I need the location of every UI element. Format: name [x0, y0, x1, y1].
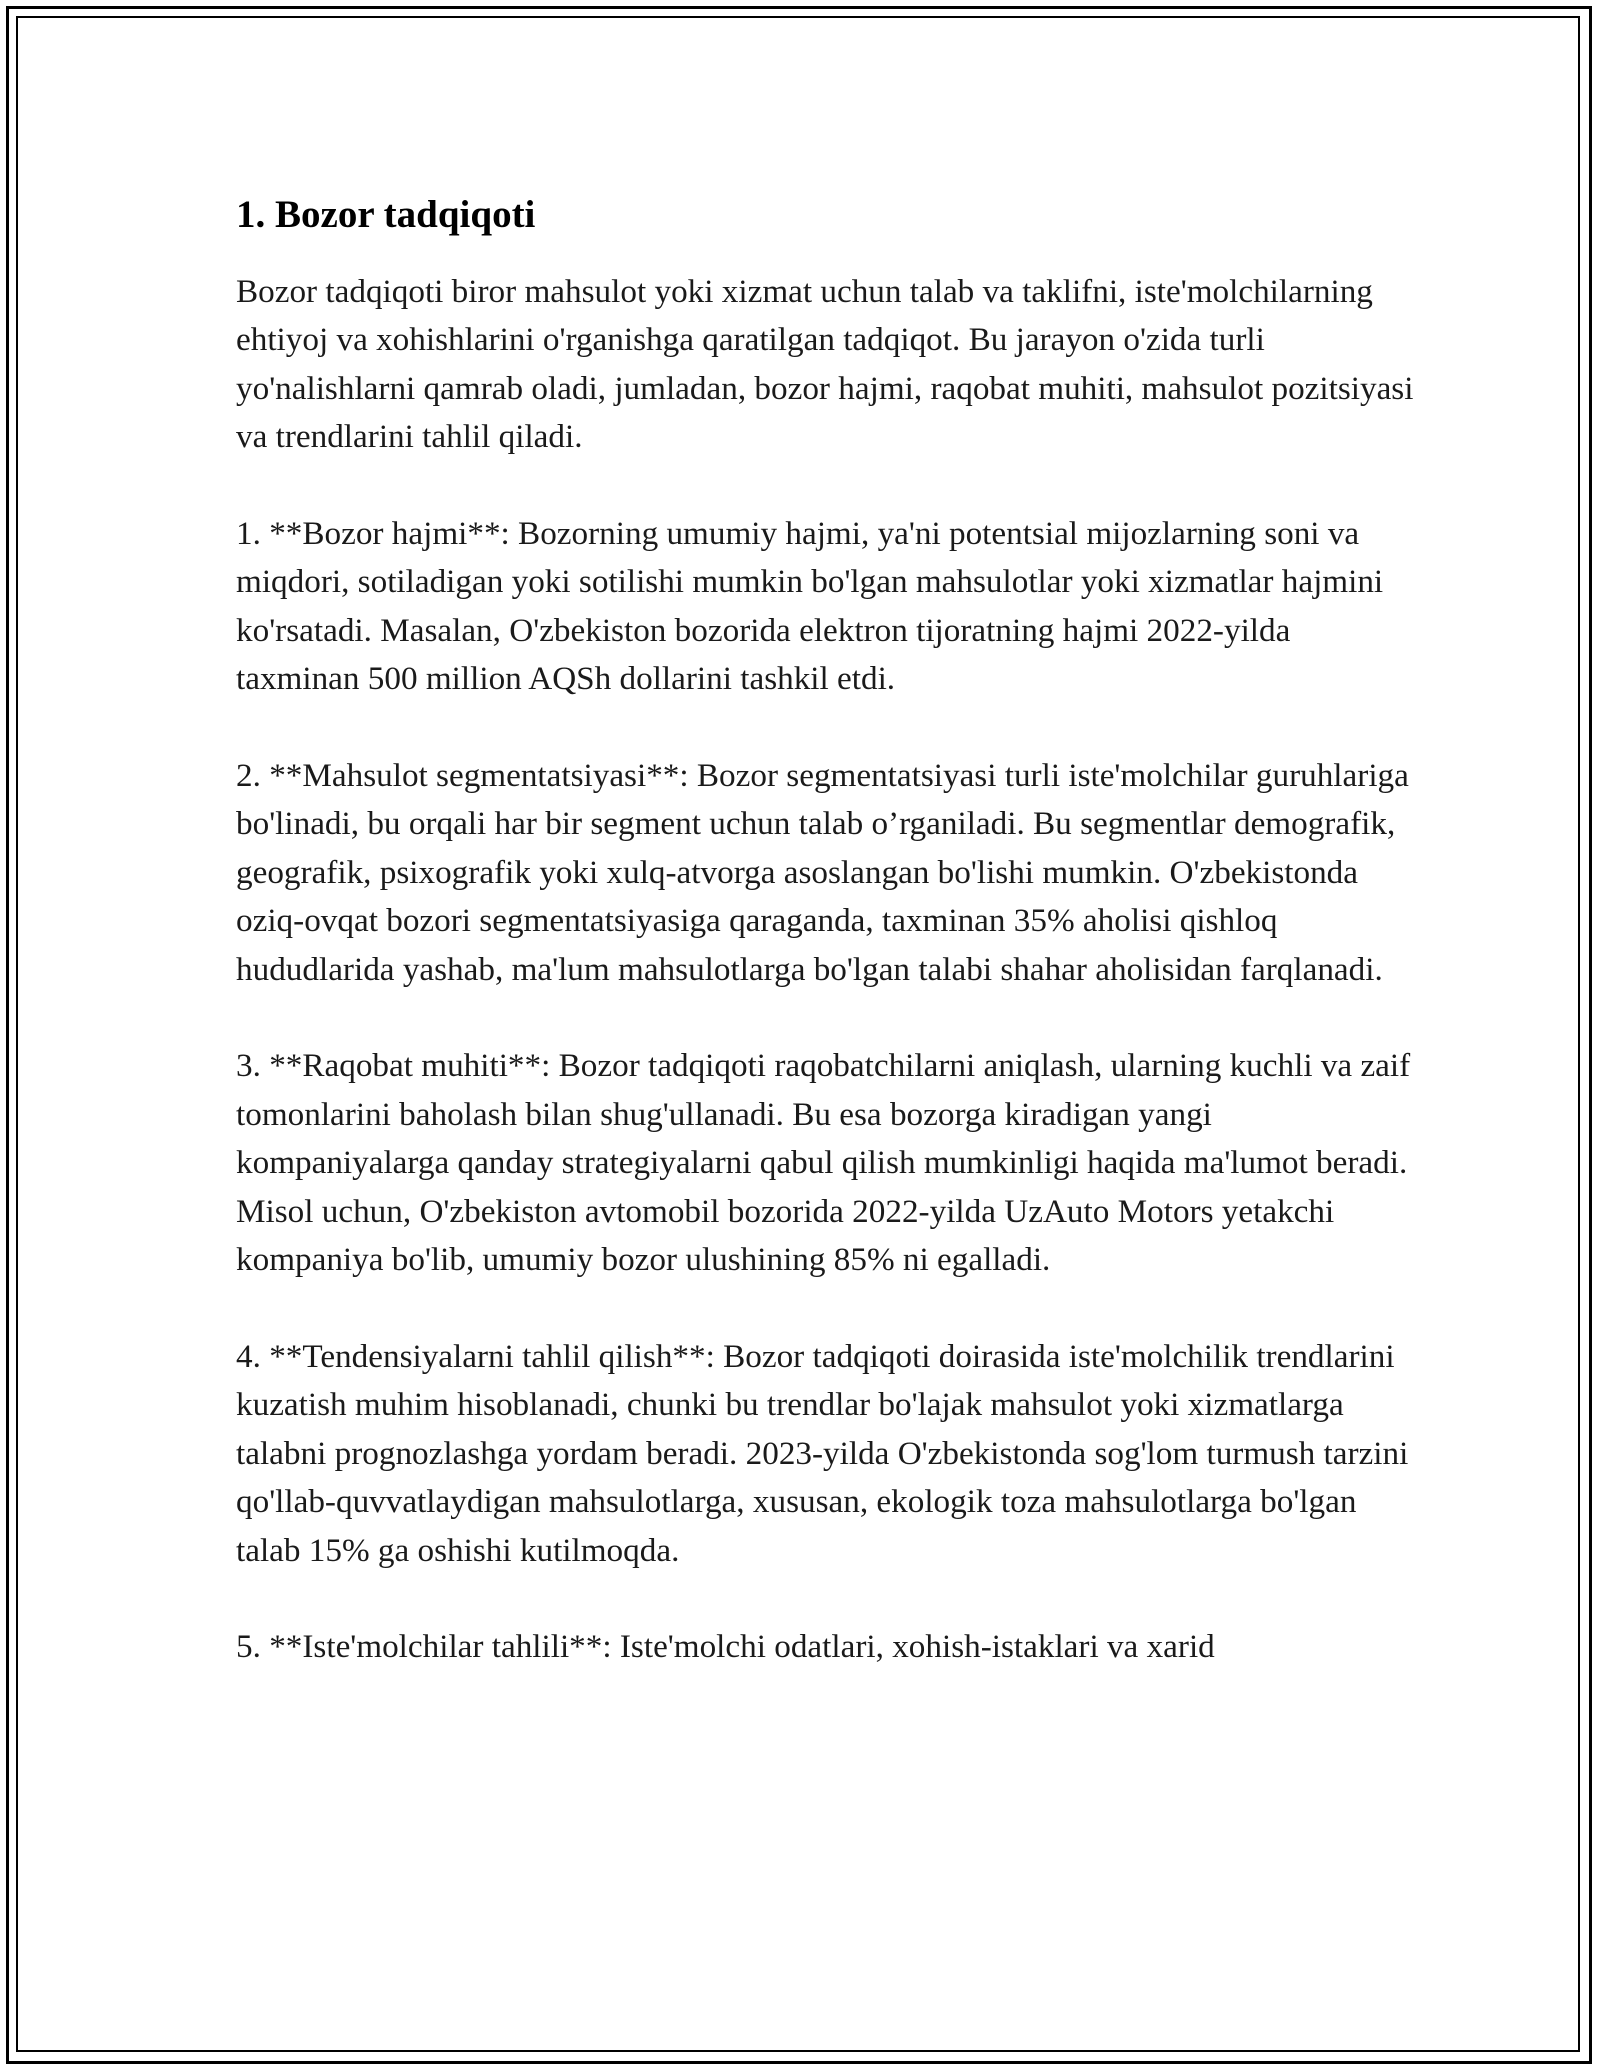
intro-paragraph: Bozor tadqiqoti biror mahsulot yoki xizmat uchun talab va taklifni, iste'molchilarning ehtiyoj va xohishlarini o'rganishga qaratilgan tadqiqot. Bu jarayon o'zida turli yo'nalishlarni qamrab oladi, jumladan, bozor hajmi, raqobat muhiti, mahsulot pozitsiyasi va trendlarini tahlil qiladi.: [236, 273, 1414, 456]
section-heading: 1. Bozor tadqiqoti: [236, 193, 536, 236]
paragraph-product-segmentation: 2. **Mahsulot segmentatsiyasi**: Bozor segmentatsiyasi turli iste'molchilar guruhlariga bo'linadi, bu orqali har bir segment uchun talab o’rganiladi. Bu segmentlar demografik, geografik, psixografik yoki xulq-atvorga asoslangan bo'lishi mumkin. O'zbekistonda oziq-ovqat bozori segmentatsiyasiga qaraganda, taxminan 35% aholisi qishloq hududlarida yashab, ma'lum mahsulotlarga bo'lgan talabi shahar aholisidan farqlanadi.: [236, 757, 1409, 988]
paragraph-market-size: 1. **Bozor hajmi**: Bozorning umumiy hajmi, ya'ni potentsial mijozlarning soni va miqdori, sotiladigan yoki sotilishi mumkin bo'lgan mahsulotlar yoki xizmatlar hajmini ko'rsatadi. Masalan, O'zbekiston bozorida elektron tijoratning hajmi 2022-yilda taxminan 500 million AQSh dollarini tashkil etdi.: [236, 515, 1384, 698]
paragraph-competitive-environment: 3. **Raqobat muhiti**: Bozor tadqiqoti raqobatchilarni aniqlash, ularning kuchli va zaif tomonlarini baholash bilan shug'ullanadi. Bu esa bozorga kiradigan yangi kompaniyalarga qanday strategiyalarni qabul qilish mumkinligi haqida ma'lumot beradi. Misol uchun, O'zbekiston avtomobil bozorida 2022-yilda UzAuto Motors yetakchi kompaniya bo'lib, umumiy bozor ulushining 85% ni egalladi.: [236, 1047, 1411, 1279]
paragraph-trend-analysis: 4. **Tendensiyalarni tahlil qilish**: Bozor tadqiqoti doirasida iste'molchilik trendlarini kuzatish muhim hisoblanadi, chunki bu trendlar bo'lajak mahsulot yoki xizmatlarga talabni prognozlashga yordam beradi. 2023-yilda O'zbekistonda sog'lom turmush tarzini qo'llab-quvvatlaydigan mahsulotlarga, xususan, ekologik toza mahsulotlarga bo'lgan talab 15% ga oshishi kutilmoqda.: [236, 1337, 1409, 1569]
document-body: [236, 190, 1416, 1720]
paragraph-consumer-analysis: 5. **Iste'molchilar tahlili**: Iste'molchi odatlari, xohish-istaklari va xarid: [236, 1628, 1215, 1666]
